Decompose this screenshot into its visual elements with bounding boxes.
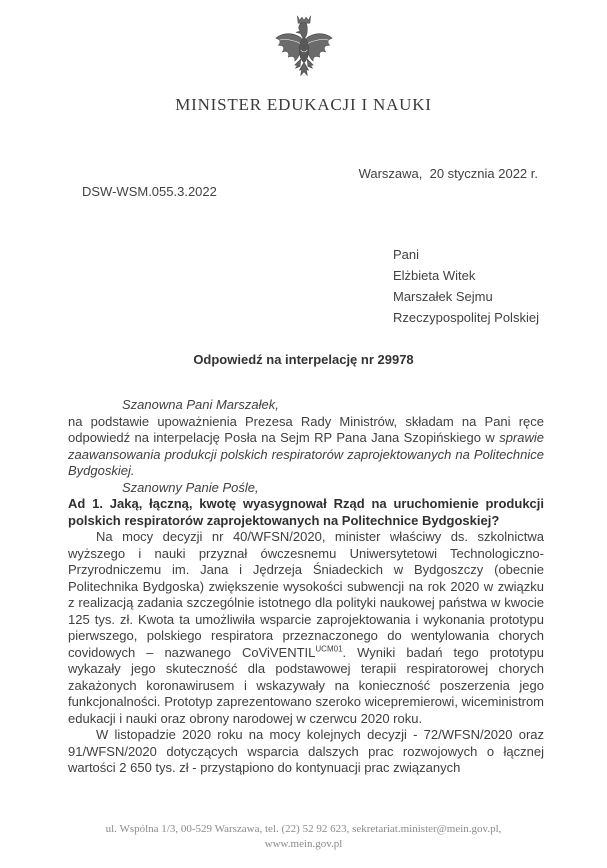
recipient-line-salutation: Pani (393, 247, 420, 262)
recipient-line-name: Elżbieta Witek (393, 268, 476, 283)
coviventil-superscript: UCM01 (315, 644, 343, 654)
subject-line: Odpowiedź na interpelację nr 29978 (193, 352, 414, 367)
recipient-block (393, 244, 539, 328)
recipient-line-institution: Rzeczypospolitej Polskiej (393, 310, 539, 325)
ministry-title: MINISTER EDUKACJI I NAUKI (175, 95, 432, 114)
polish-eagle-icon (271, 12, 337, 80)
recipient-line-role: Marszałek Sejmu (393, 289, 493, 304)
answer-text-1: Na mocy decyzji nr 40/WFSN/2020, minister właściwy ds. szkolnictwa wyższego i nauki przyznał ówczesnemu Uniwersytetowi Technologiczno-Przyrodniczemu im. Jana i Jędrzeja Śniadeckich w Bydgoszczy (obecnie Politechnika Bydgoska) zwiększenie wysokości subwencji na rok 2020 w związku z realizacją zadania szczególnie istotnego dla polityki naukowej państwa w kwocie 125 tys. zł. Kwota ta umożliwiła wsparcie zaprojektowania i wykonania prototypu pierwszego, polskiego respiratora przeznaczonego do wentylowania chorych covidowych – nazwanego CoViVENTIL (68, 529, 544, 660)
answer-text-2: . Wyniki badań tego prototypu wykazały jego skuteczność dla podstawowej terapii respiratorowej chorych zakażonych koronawirusem i wskazywały na konieczność poszerzenia jego funkcjonalności. Prototyp zaprezentowano szeroko wicepremierowi, wiceministrom edukacji i nauki oraz obrony narodowej w czerwcu 2020 roku. (68, 644, 544, 726)
question-ad1: Ad 1. Jaką, łączną, kwotę wyasygnował Rząd na uruchomienie produkcji polskich respiratorów zaprojektowanych na Politechnice Bydgoskiej? (68, 496, 544, 528)
intro-text: na podstawie upoważnienia Prezesa Rady Ministrów, składam na Pani ręce odpowiedź na interpelację Posła na Sejm RP Pana Jana Szopińskiego w (68, 413, 544, 445)
salutation-deputy: Szanowny Panie Pośle, (122, 479, 259, 495)
reference-number: DSW-WSM.055.3.2022 (82, 184, 217, 199)
polish-eagle-emblem-icon (271, 12, 337, 80)
place-date: Warszawa, 20 stycznia 2022 r. (358, 166, 538, 181)
footer-contact (0, 818, 607, 868)
letter-body (68, 397, 544, 777)
answer-paragraph-2: W listopadzie 2020 roku na mocy kolejnych decyzji - 72/WFSN/2020 oraz 91/WFSN/2020 dotyczących wsparcia dalszych prac rozwojowych o łącznej wartości 2 650 tys. zł - przystąpiono do kontynuacji prac związanych (68, 727, 544, 775)
intro-paragraph (68, 414, 544, 480)
footer-address-line: ul. Wspólna 1/3, 00-529 Warszawa, tel. (22) 52 92 623, sekretariat.minister@mein.gov.pl, (105, 823, 502, 835)
answer-paragraph-1 (68, 529, 544, 727)
footer-website: www.mein.gov.pl (264, 838, 343, 850)
salutation-marshal: Szanowna Pani Marszałek, (122, 397, 279, 412)
interpellation-title: sprawie zaawansowania produkcji polskich respiratorów zaprojektowanych na Politechnice Bydgoskiej. (68, 430, 544, 478)
